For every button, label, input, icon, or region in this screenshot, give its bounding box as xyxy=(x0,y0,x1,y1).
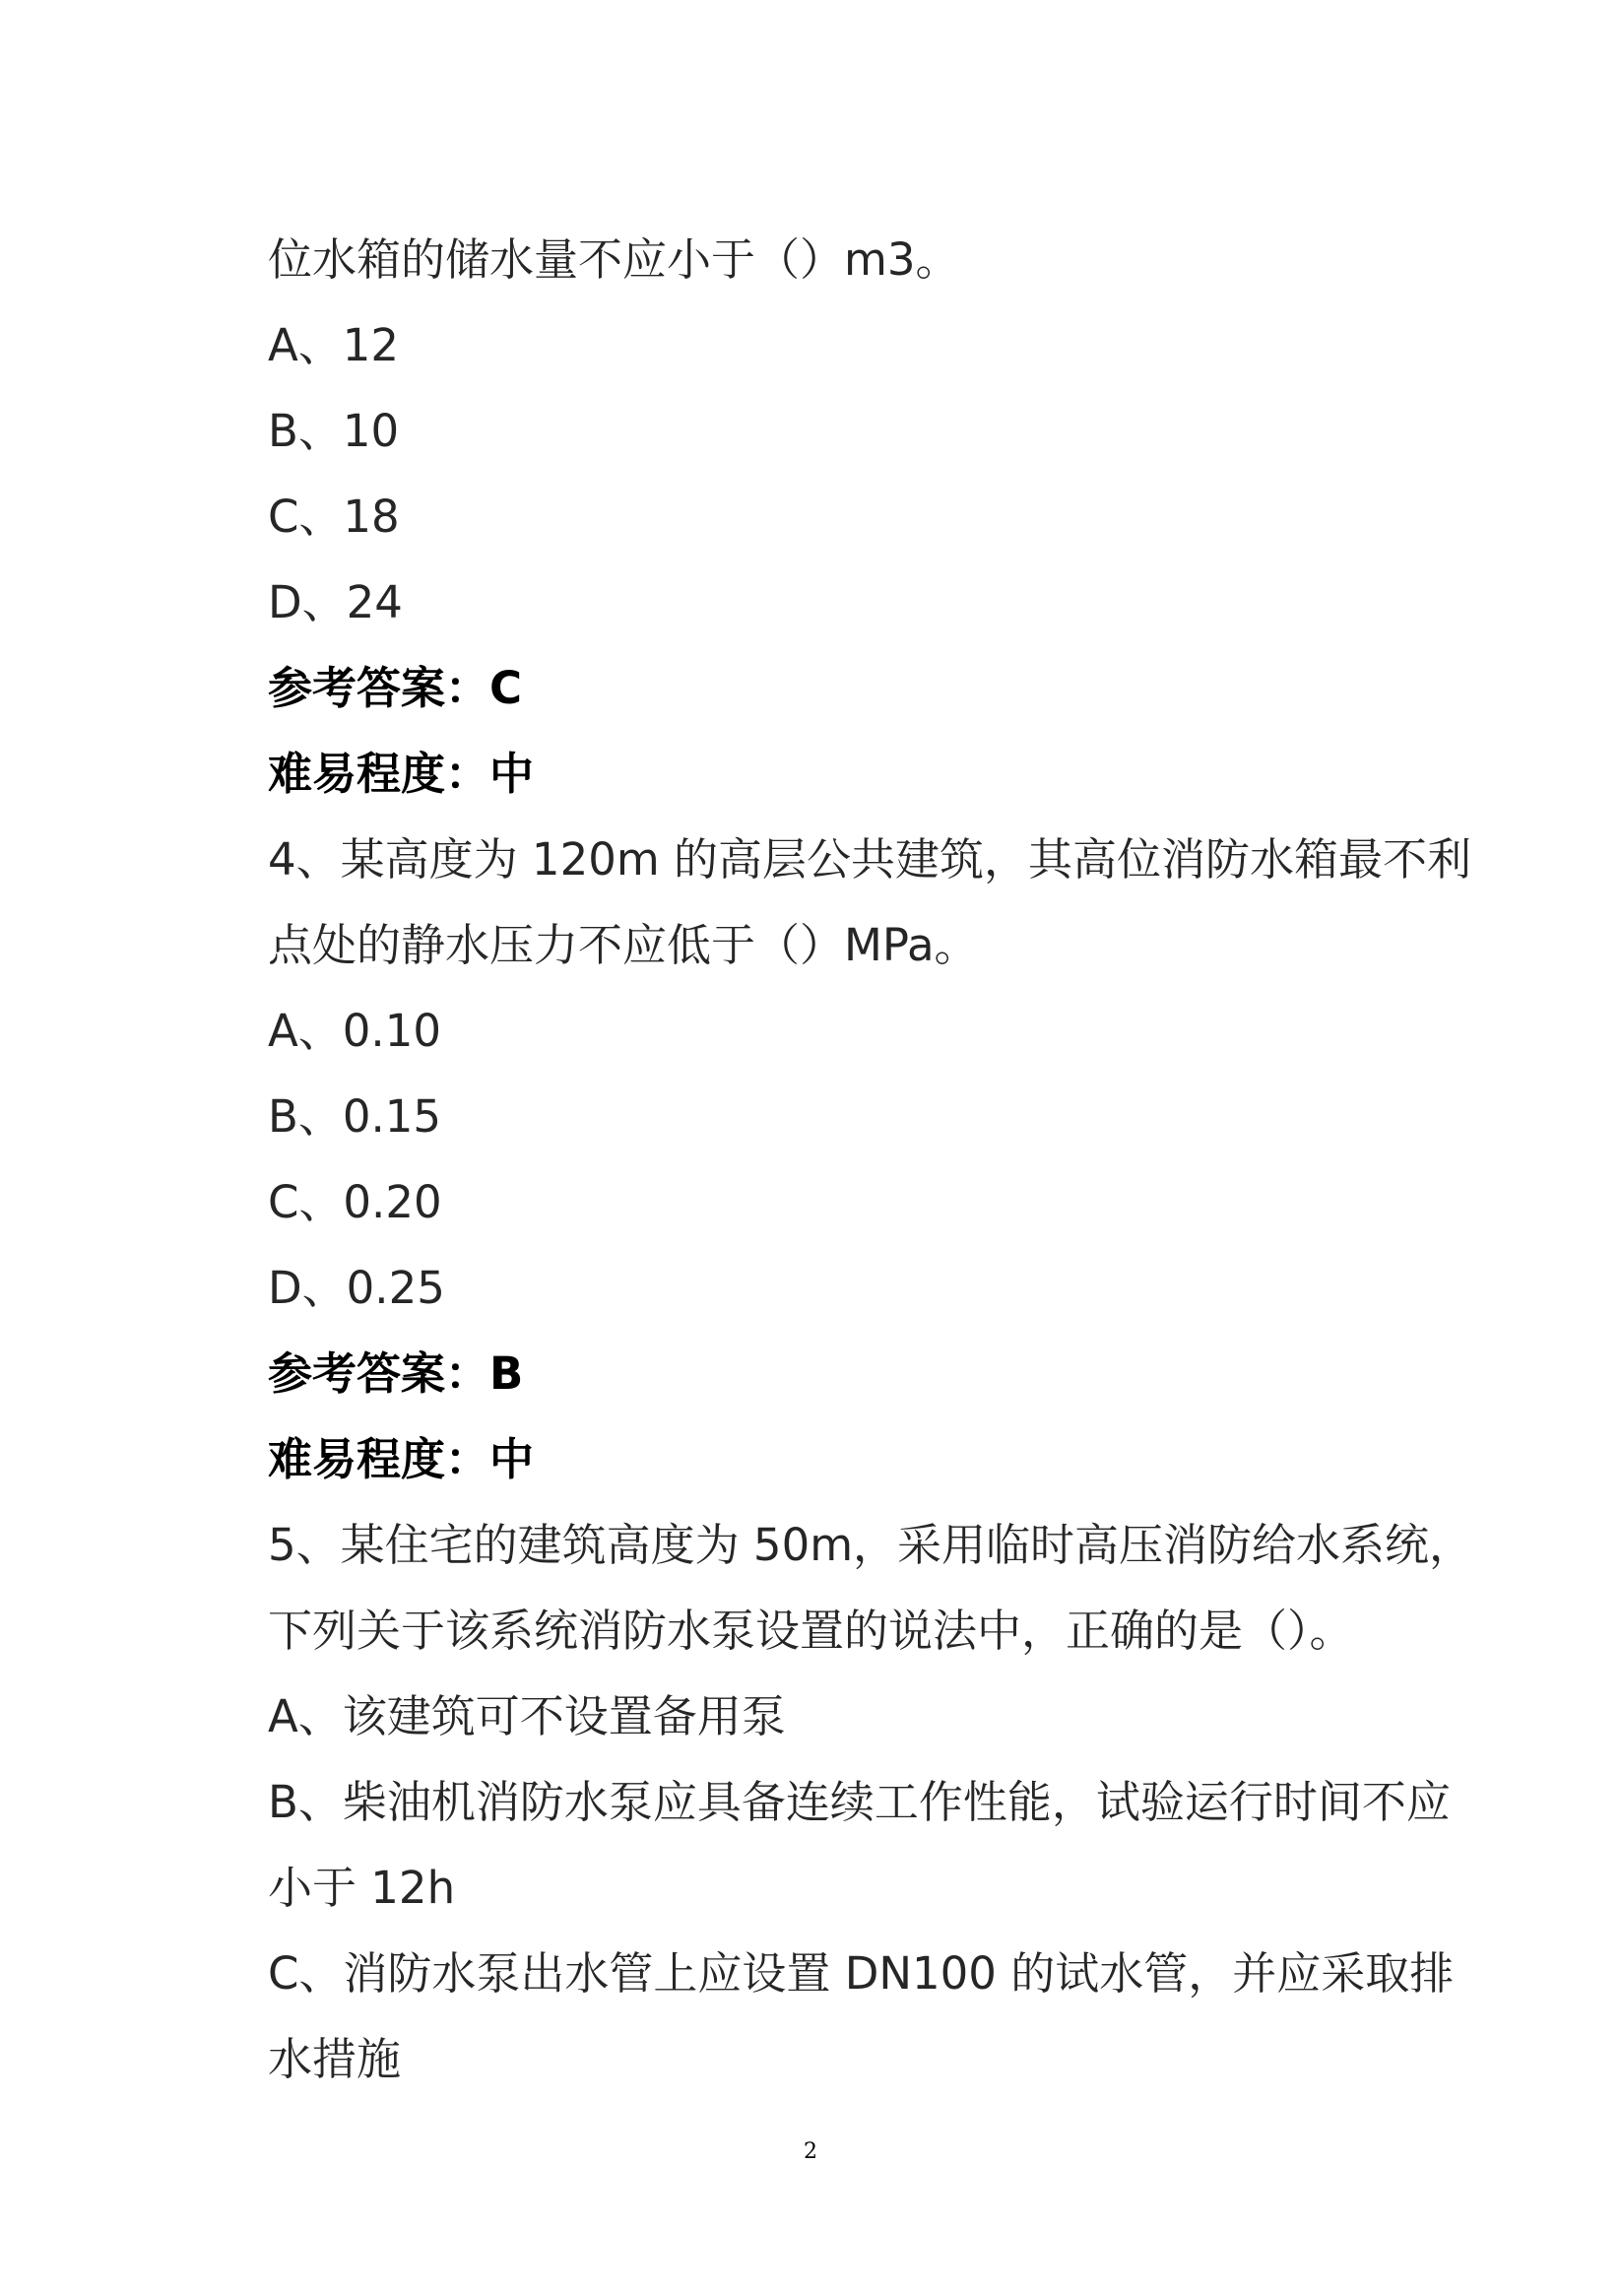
question-3-option-c: C、18 xyxy=(268,491,400,543)
question-3-answer: 参考答案：C xyxy=(268,662,523,714)
question-3-continuation: 位水箱的储水量不应小于（）m3。 xyxy=(268,233,960,286)
question-4-option-c: C、0.20 xyxy=(268,1176,442,1228)
question-5-option-a: A、该建筑可不设置备用泵 xyxy=(268,1690,786,1742)
question-5-text-line-1: 5、某住宅的建筑高度为 50m，采用临时高压消防给水系统， xyxy=(268,1519,1474,1571)
question-3-option-a: A、12 xyxy=(268,319,400,371)
question-5-text-line-2: 下列关于该系统消防水泵设置的说法中，正确的是（）。 xyxy=(268,1605,1354,1657)
page-number: 2 xyxy=(804,2139,817,2164)
question-4-option-d: D、0.25 xyxy=(268,1262,445,1314)
question-5-option-b-line-2: 小于 12h xyxy=(268,1862,456,1914)
question-4-option-a: A、0.10 xyxy=(268,1005,441,1057)
question-5-option-c-line-2: 水措施 xyxy=(268,2033,402,2085)
question-4-option-b: B、0.15 xyxy=(268,1090,442,1143)
question-3-difficulty: 难易程度：中 xyxy=(268,748,535,800)
question-5-option-c-line-1: C、消防水泵出水管上应设置 DN100 的试水管，并应采取排 xyxy=(268,1947,1455,2000)
question-4-difficulty: 难易程度：中 xyxy=(268,1433,535,1485)
question-5-option-b-line-1: B、柴油机消防水泵应具备连续工作性能，试验运行时间不应 xyxy=(268,1776,1451,1828)
question-4-answer: 参考答案：B xyxy=(268,1347,524,1400)
question-4-text-line-2: 点处的静水压力不应低于（）MPa。 xyxy=(268,919,979,971)
question-4-text-line-1: 4、某高度为 120m 的高层公共建筑，其高位消防水箱最不利 xyxy=(268,833,1471,886)
document-body xyxy=(268,217,1474,2102)
question-3-option-d: D、24 xyxy=(268,576,403,628)
question-3-option-b: B、10 xyxy=(268,405,400,457)
